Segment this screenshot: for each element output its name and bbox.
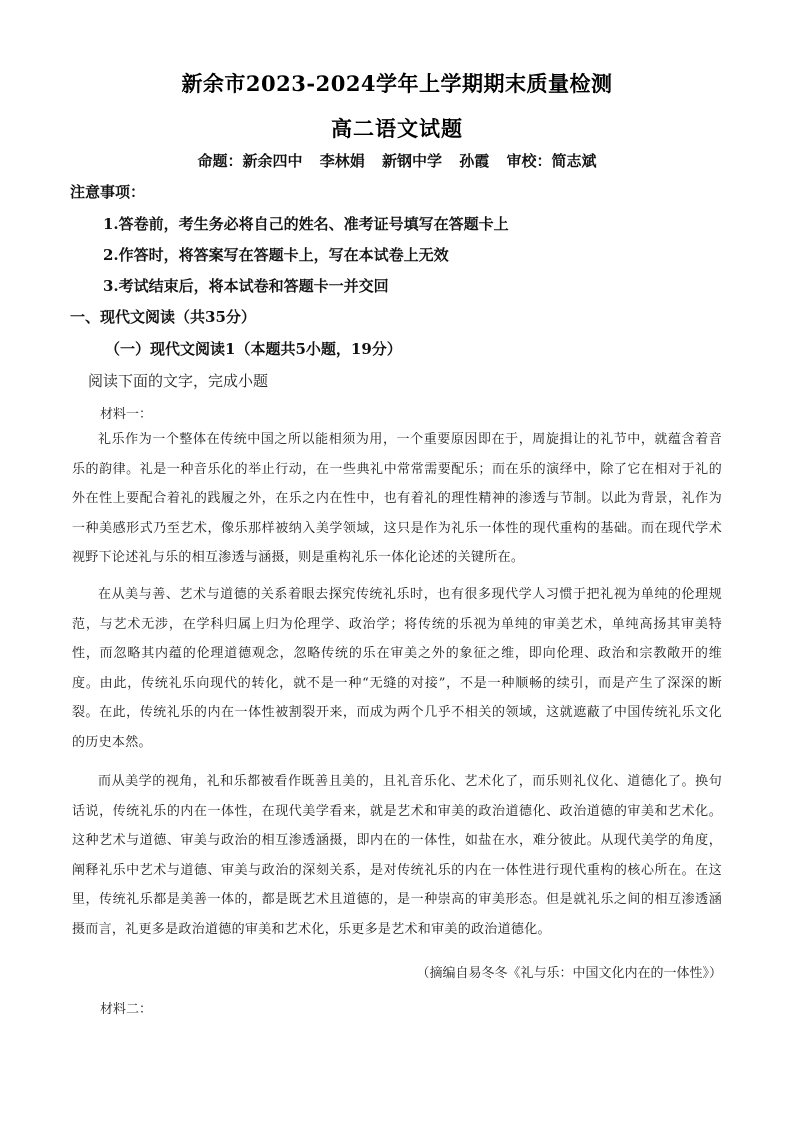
material1-paragraph: 在从美与善、艺术与道德的关系着眼去探究传统礼乐时，也有很多现代学人习惯于把礼视为单纯的伦理规范，与艺术无涉，在学科归属上归为伦理学、政治学；将传统的乐视为单纯的审美艺术，单纯高扬其审美特性，而忽略其内蕴的伦理道德观念，忽略传统的乐在审美之外的象征之维，即向伦理、政治和宗教敞开的维度。由此，传统礼乐向现代的转化，就不是一种“无缝的对接”，不是一种顺畅的续引，而是产生了深深的断裂。在此，传统礼乐的内在一体性被割裂开来，而成为两个几乎不相关的领域，这就遮蔽了中国传统礼乐文化的历史本然。 xyxy=(72,587,722,750)
material2-label: 材料二： xyxy=(100,1002,153,1017)
notice-heading: 注意事项： xyxy=(70,183,146,201)
notice-item: 1.答卷前，考生务必将自己的姓名、准考证号填写在答题卡上 xyxy=(103,215,509,233)
author-name1: 李林娟 xyxy=(319,152,365,170)
section-title: 一、现代文阅读（共35分） xyxy=(70,308,256,326)
material1-paragraph: 礼乐作为一个整体在传统中国之所以能相须为用，一个重要原因即在于，周旋揖让的礼节中，就蕴含着音乐的韵律。礼是一种音乐化的举止行动，在一些典礼中常常需要配乐；而在乐的演绎中，除了它在相对于礼的外在性上要配合着礼的践履之外，在乐之内在性中，也有着礼的理性精神的渗透与节制。以此为背景，礼作为一种美感形式乃至艺术，像乐那样被纳入美学领域，这只是作为礼乐一体性的现代重构的基础。而在现代学术视野下论述礼与乐的相互渗透与涵摄，则是重构礼乐一体化论述的关键所在。 xyxy=(72,432,722,565)
notice-item: 2.作答时，将答案写在答题卡上，写在本试卷上无效 xyxy=(103,246,449,264)
author-school1: 命题：新余四中 xyxy=(197,152,303,170)
material1-label: 材料一： xyxy=(100,407,153,422)
author-name2: 孙霞 xyxy=(459,152,490,170)
authors-line xyxy=(0,150,794,171)
subsection-title: （一）现代文阅读1（本题共5小题，19分） xyxy=(105,340,402,358)
material1-paragraph: 而从美学的视角，礼和乐都被看作既善且美的，且礼音乐化、艺术化了，而乐则礼仪化、道德化了。换句话说，传统礼乐的内在一体性，在现代美学看来，就是艺术和审美的政治道德化、政治道德的审美和艺术化。这种艺术与道德、审美与政治的相互渗透涵摄，即内在的一体性，如盐在水，难分彼此。从现代美学的角度，阐释礼乐中艺术与道德、审美与政治的深刻关系，是对传统礼乐的内在一体性进行现代重构的核心所在。在这里，传统礼乐都是美善一体的，都是既艺术且道德的，是一种崇高的审美形态。但是就礼乐之间的相互渗透涵摄而言，礼更多是政治道德的审美和艺术化，乐更多是艺术和审美的政治道德化。 xyxy=(72,774,722,937)
exam-title: 新余市2023-2024学年上学期期末质量检测 xyxy=(181,71,613,96)
author-school2: 新钢中学 xyxy=(381,152,442,170)
notice-item: 3.考试结束后，将本试卷和答题卡一并交回 xyxy=(103,277,389,295)
exam-subtitle: 高二语文试题 xyxy=(331,116,463,141)
reviewer: 审校：简志斌 xyxy=(506,152,597,170)
reading-instruction: 阅读下面的文字，完成小题 xyxy=(88,372,269,390)
material1-source: （摘编自易冬冬《礼与乐：中国文化内在的一体性》） xyxy=(416,966,722,981)
